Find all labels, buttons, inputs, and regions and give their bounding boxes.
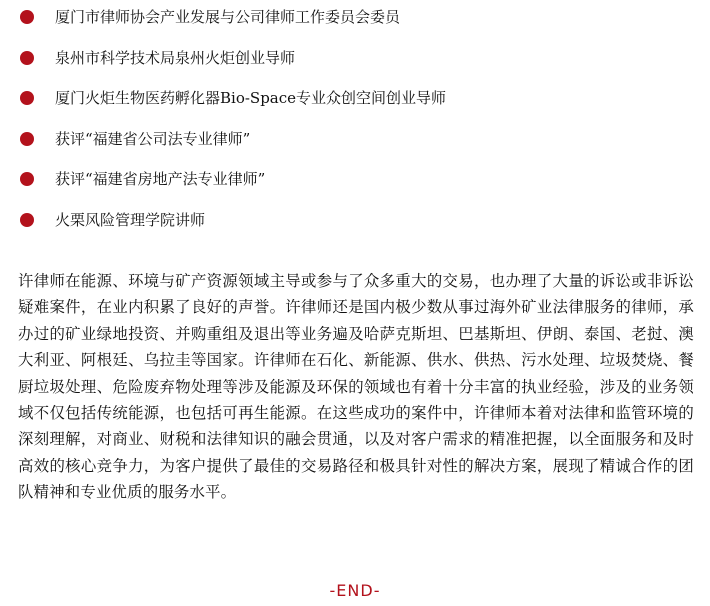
list-item (20, 6, 700, 47)
bullet-dot-icon (20, 132, 34, 146)
list-item (20, 168, 700, 209)
credentials-list (20, 6, 700, 249)
list-item (20, 47, 700, 88)
list-item-label: 获评“福建省公司法专业律师” (55, 129, 251, 148)
list-item-label: 泉州市科学技术局泉州火炬创业导师 (55, 48, 296, 67)
list-item-label: 厦门市律师协会产业发展与公司律师工作委员会委员 (55, 8, 401, 26)
list-item-label: 火栗风险管理学院讲师 (55, 210, 206, 229)
list-item (20, 128, 700, 169)
end-mark: -END- (329, 581, 381, 600)
list-item-label: 获评“福建省房地产法专业律师” (55, 170, 266, 188)
bullet-dot-icon (20, 10, 34, 24)
list-item (20, 87, 700, 128)
bullet-dot-icon (20, 91, 34, 105)
list-item-label: 厦门火炬生物医药孵化器Bio-Space专业众创空间创业导师 (55, 89, 447, 107)
list-item (20, 209, 700, 250)
bullet-dot-icon (20, 172, 34, 186)
bio-paragraph: 许律师在能源、环境与矿产资源领域主导或参与了众多重大的交易，也办理了大量的诉讼或非诉讼疑难案件，在业内积累了良好的声誉。许律师还是国内极少数从事过海外矿业法律服务的律师，承办过的矿业绿地投资、并购重组及退出等业务遍及哈萨克斯坦、巴基斯坦、伊朗、泰国、老挝、澳大利亚、阿根廷、乌拉圭等国家。许律师在石化、新能源、供水、供热、污水处理、垃圾焚烧、餐厨垃圾处理、危险废弃物处理等涉及能源及环保的领域也有着十分丰富的执业经验，涉及的业务领域不仅包括传统能源，也包括可再生能源。在这些成功的案件中，许律师本着对法律和监管环境的深刻理解，对商业、财税和法律知识的融会贯通，以及对客户需求的精准把握，以全面服务和及时高效的核心竞争力，为客户提供了最佳的交易路径和极具针对性的解决方案，展现了精诚合作的团队精神和专业优质的服务水平。 (18, 272, 694, 502)
bullet-dot-icon (20, 51, 34, 65)
bullet-dot-icon (20, 213, 34, 227)
